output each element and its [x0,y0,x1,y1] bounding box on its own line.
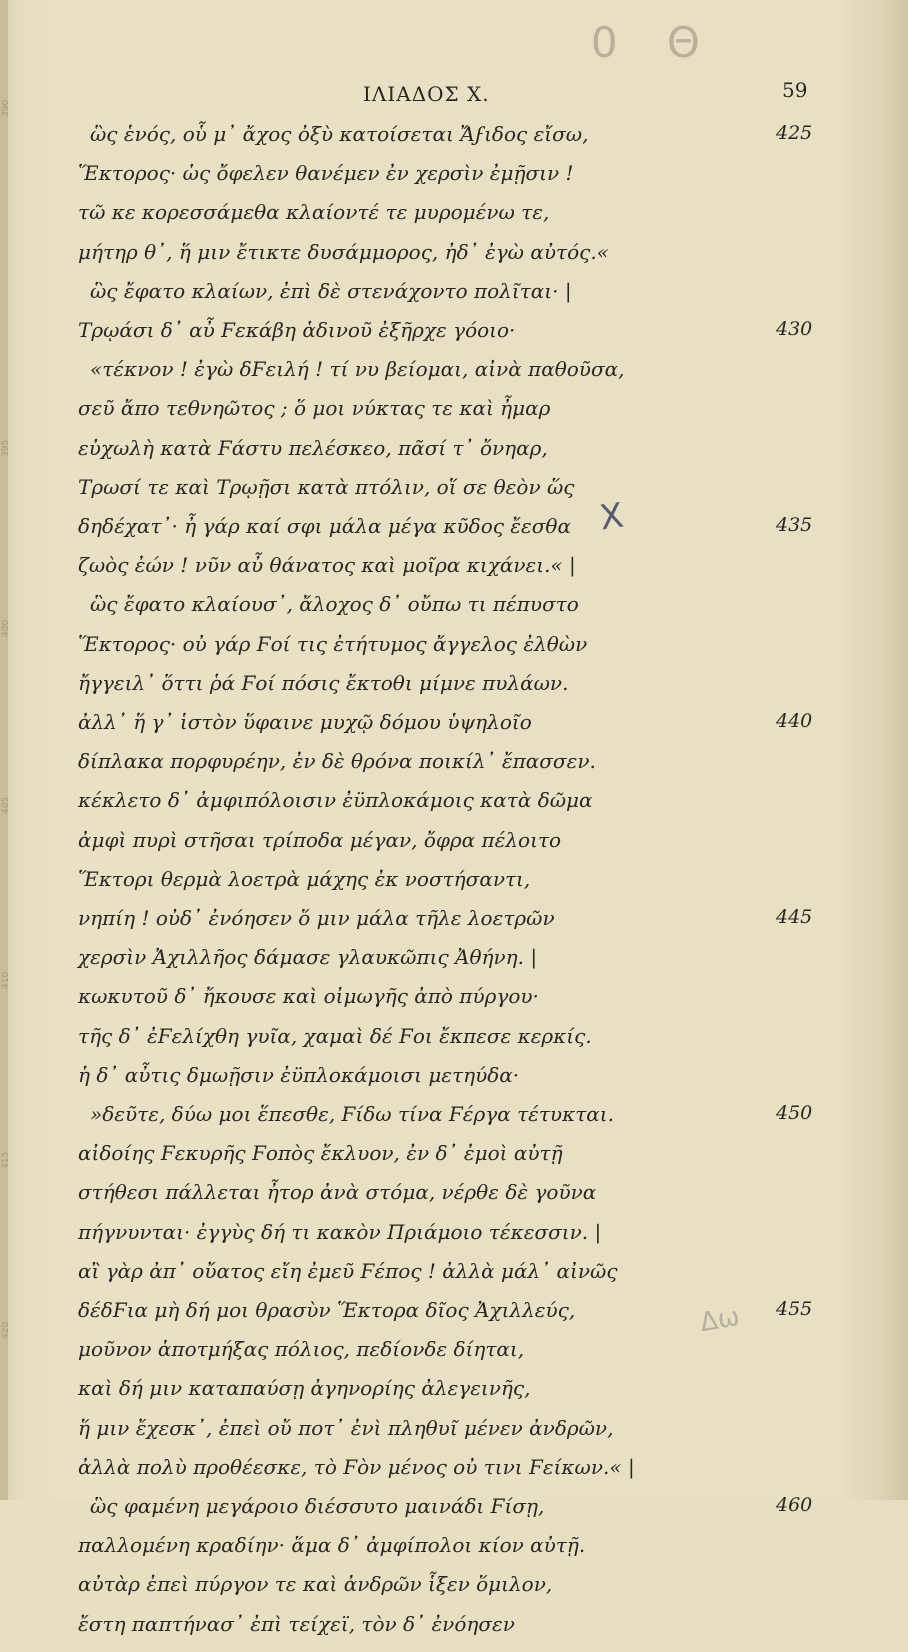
line-number: 430 [776,318,813,340]
verse-line [0,1024,908,1064]
verse-text: καὶ δή μιν καταπαύσῃ ἀγηνορίης ἀλεγεινῆς, [78,1376,531,1401]
verse-line [0,632,908,672]
verse-line [0,867,908,907]
verse-line [0,357,908,397]
verse-line [0,240,908,280]
verse-line [0,436,908,476]
verse-text: ὣς ἔφατο κλαίων, ἐπὶ δὲ στενάχοντο πολῖται· | [90,278,572,303]
pencil-annotation-top: 0 Θ [590,18,718,67]
verse-line [0,1220,908,1260]
line-number: 455 [776,1298,813,1320]
verse-line [0,1416,908,1456]
verse-line [0,1298,908,1338]
verse-line [0,1494,908,1534]
verse-text: ὣς φαμένη μεγάροιο διέσσυτο μαινάδι Ϝίσῃ, [90,1494,545,1518]
verse-text: »δεῦτε, δύω μοι ἕπεσθε, Ϝίδω τίνα Ϝέργα τέτυκται. [90,1102,614,1126]
verse-text: μοῦνον ἀποτμήξας πόλιος, πεδίονδε δίηται, [78,1337,525,1362]
verse-line [0,161,908,201]
verse-text: ζωὸς ἐών ! νῦν αὖ θάνατος καὶ μοῖρα κιχάνει.« | [78,553,576,578]
verse-text: νηπίη ! οὐδ᾽ ἐνόησεν ὅ μιν μάλα τῆλε λοετρῶν [78,906,555,930]
verse-line [0,279,908,319]
verse-line [0,828,908,868]
verse-text: «τέκνον ! ἐγὼ δϜειλή ! τί νυ βείομαι, αἰνὰ παθοῦσα, [90,357,625,382]
verse-line [0,1572,908,1612]
verse-text: στήθεσι πάλλεται ἦτορ ἀνὰ στόμα, νέρθε δὲ γοῦνα [78,1180,597,1205]
verse-line [0,1455,908,1495]
margin-mark: 420 [1,1321,11,1339]
verse-line [0,1612,908,1652]
verse-line [0,1259,908,1299]
pencil-note: Δω [697,1301,742,1339]
verse-text: εὐχωλὴ κατὰ Ϝάστυ πελέσκεο, πᾶσί τ᾽ ὄνηαρ, [78,435,548,460]
verse-text: αἲ γὰρ ἀπ᾽ οὔατος εἴη ἐμεῦ Ϝέπος ! ἀλλὰ μάλ᾽ αἰνῶς [78,1258,618,1283]
page-number: 59 [782,78,808,102]
verse-text: δηδέχατ᾽· ἦ γάρ καί σφι μάλα μέγα κῦδος ἔεσθα [78,514,571,538]
verse-text: αἰδοίης Ϝεκυρῆς Ϝοπὸς ἔκλυον, ἐν δ᾽ ἐμοὶ αὐτῇ [78,1141,563,1166]
verse-line [0,318,908,358]
line-number: 460 [776,1494,813,1516]
verse-line [0,396,908,436]
verse-text: ἥ μιν ἔχεσκ᾽, ἐπεὶ οὔ ποτ᾽ ἐνὶ πληθυῖ μένεν ἀνδρῶν, [78,1415,614,1440]
running-title: ΙΛΙΑΔΟΣ Χ. [363,82,490,106]
verse-line [0,1102,908,1142]
verse-text: ἔστη παπτήνασ᾽ ἐπὶ τείχεϊ, τὸν δ᾽ ἐνόησεν [78,1611,515,1636]
verse-text: αὐτὰρ ἐπεὶ πύργον τε καὶ ἀνδρῶν ἷξεν ὅμιλον, [78,1572,553,1597]
verse-line [0,984,908,1024]
verse-line [0,1376,908,1416]
verse-line [0,671,908,711]
margin-mark: 395 [1,439,11,457]
verse-line [0,122,908,162]
verse-line [0,553,908,593]
line-number: 440 [776,710,813,732]
verse-text: πήγνυνται· ἐγγὺς δή τι κακὸν Πριάμοιο τέκεσσιν. | [78,1219,602,1244]
line-number: 425 [776,122,813,144]
verse-line [0,592,908,632]
verse-text: τῆς δ᾽ ἐϜελίχθη γυῖα, χαμαὶ δέ Ϝοι ἔκπεσε κερκίς. [78,1023,592,1048]
line-number: 435 [776,514,813,536]
verse-line [0,749,908,789]
verse-text: μήτηρ θ᾽, ἥ μιν ἔτικτε δυσάμμορος, ἠδ᾽ ἐγὼ αὐτός.« [78,239,609,264]
verse-line [0,906,908,946]
verse-text: ἡ δ᾽ αὖτις δμωῇσιν ἐϋπλοκάμοισι μετηύδα· [78,1062,520,1087]
verse-line [0,200,908,240]
verse-text: κέκλετο δ᾽ ἀμφιπόλοισιν ἐϋπλοκάμοις κατὰ δῶμα [78,788,593,813]
verse-text: ἀλλ᾽ ἥ γ᾽ ἱστὸν ὕφαινε μυχῷ δόμου ὑψηλοῖο [78,710,532,734]
verse-line [0,710,908,750]
margin-mark: 400 [1,619,11,637]
verse-text: Ἕκτορος· οὐ γάρ Ϝοί τις ἐτήτυμος ἄγγελος ἐλθὼν [78,631,588,656]
verse-line [0,1180,908,1220]
verse-line [0,945,908,985]
verse-line [0,1533,908,1573]
verse-text: δίπλακα πορφυρέην, ἐν δὲ θρόνα ποικίλ᾽ ἔπασσεν. [78,749,596,774]
verse-text: ὣς ἔφατο κλαίουσ᾽, ἄλοχος δ᾽ οὔπω τι πέπυστο [90,592,579,617]
verse-line [0,1337,908,1377]
verse-text: παλλομένη κραδίην· ἅμα δ᾽ ἀμφίπολοι κίον αὐτῇ. [78,1533,586,1558]
verse-line [0,475,908,515]
verse-text: χερσὶν Ἀχιλλῆος δάμασε γλαυκῶπις Ἀθήνη. | [78,945,538,970]
verse-text: ἤγγειλ᾽ ὅττι ῥά Ϝοί πόσις ἔκτοθι μίμνε πυλάων. [78,670,569,695]
verse-text: ὣς ἑνός, οὗ μ᾽ ἄχος ὀξὺ κατοίσεται Ἄϝιδος εἴσω, [90,122,589,146]
verse-text: σεῦ ἄπο τεθνηῶτος ; ὅ μοι νύκτας τε καὶ ἦμαρ [78,396,551,421]
margin-mark: 410 [1,971,11,989]
verse-line [0,514,908,554]
verse-text: κωκυτοῦ δ᾽ ἤκουσε καὶ οἰμωγῆς ἀπὸ πύργου· [78,984,539,1009]
verse-text: Ἕκτορος· ὡς ὄφελεν θανέμεν ἐν χερσὶν ἐμῇσιν ! [78,161,574,186]
verse-text: Ἕκτορι θερμὰ λοετρὰ μάχης ἐκ νοστήσαντι, [78,866,531,891]
verse-line [0,788,908,828]
line-number: 450 [776,1102,813,1124]
verse-line [0,1063,908,1103]
verse-text: ἀμφὶ πυρὶ στῆσαι τρίποδα μέγαν, ὄφρα πέλοιτο [78,827,562,852]
margin-mark: 405 [1,796,11,814]
verse-text: τῶ κε κορεσσάμεθα κλαίοντέ τε μυρομένω τε, [78,200,550,225]
margin-mark: 390 [1,99,11,117]
verse-text: δέδϜια μὴ δή μοι θρασὺν Ἕκτορα δῖος Ἀχιλλεύς, [78,1298,576,1322]
verse-text: Τρωσί τε καὶ Τρῳῇσι κατὰ πτόλιν, οἵ σε θεὸν ὥς [78,474,575,499]
verse-line [0,1141,908,1181]
verse-text: Τρῳάσι δ᾽ αὖ Ϝεκάβη ἁδινοῦ ἐξῆρχε γόοιο· [78,318,516,342]
verse-text: ἀλλὰ πολὺ προθέεσκε, τὸ Ϝὸν μένος οὐ τινι Ϝείκων.« | [78,1454,635,1479]
pencil-x-mark: X [597,495,626,539]
margin-mark: 415 [1,1151,11,1169]
line-number: 445 [776,906,813,928]
page-header [0,78,908,112]
